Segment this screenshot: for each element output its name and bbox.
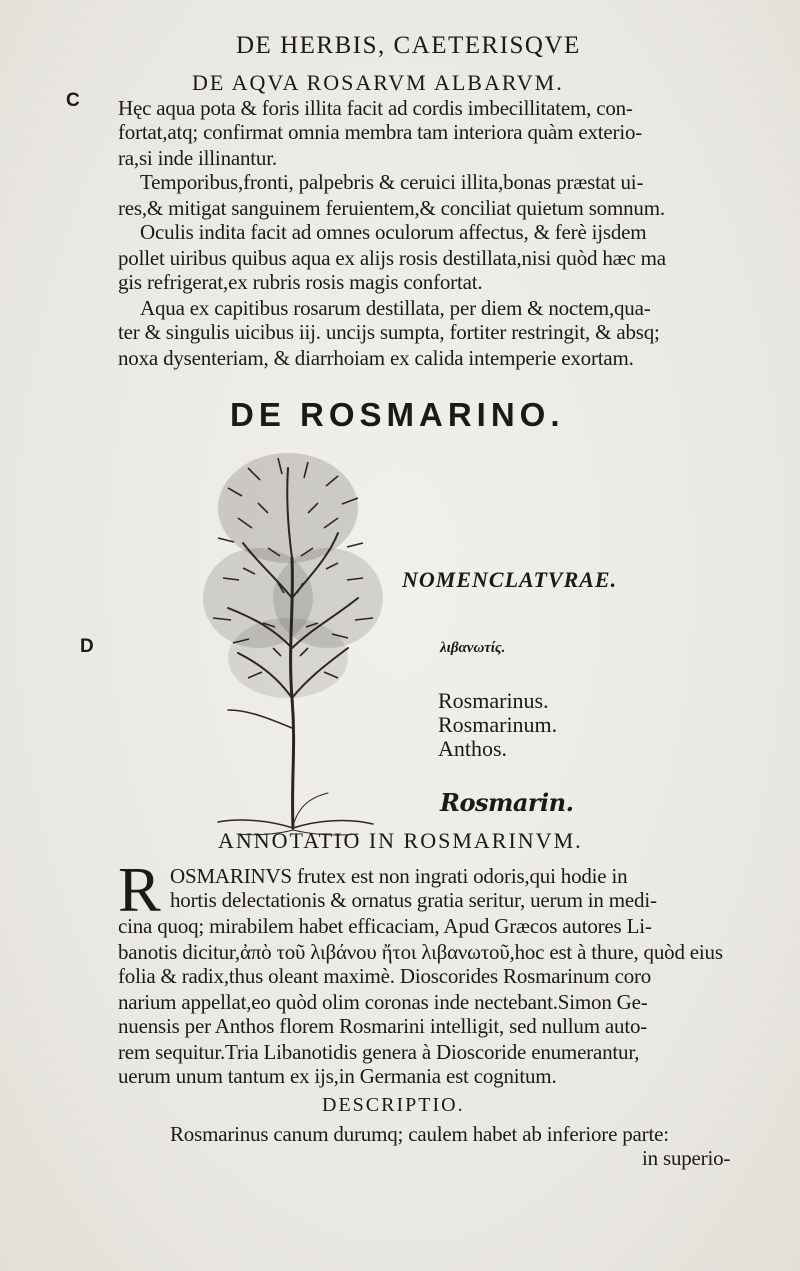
catchword: in superio- bbox=[642, 1146, 731, 1170]
latin-name: Anthos. bbox=[438, 736, 508, 761]
paragraph-line: Temporibus,fronti, palpebris & ceruici illita,bonas præstat ui- bbox=[140, 170, 644, 194]
annotation-line: hortis delectationis & ornatus gratia seritur, uerum in medi- bbox=[170, 888, 657, 912]
annotation-line: OSMARINVS frutex est non ingrati odoris,qui hodie in bbox=[170, 864, 628, 888]
paragraph-line: gis refrigerat,ex rubris rosis magis confortat. bbox=[118, 270, 483, 294]
latin-name: Rosmarinus. bbox=[438, 688, 549, 713]
annotation-line: nuensis per Anthos florem Rosmarini intelligit, sed nullum auto- bbox=[118, 1014, 648, 1038]
latin-name: Rosmarinum. bbox=[438, 712, 558, 737]
drop-cap: R bbox=[118, 854, 161, 925]
annotation-line: folia & radix,thus oleant maximè. Dioscorides Rosmarinum coro bbox=[118, 964, 652, 988]
paragraph-line: ra,si inde illinantur. bbox=[118, 146, 277, 170]
paragraph-line: fortat,atq; confirmat omnia membra tam interiora quàm exterio- bbox=[118, 120, 643, 144]
nomenclature-heading: NOMENCLATVRAE. bbox=[402, 567, 618, 592]
description-heading: DESCRIPTIO. bbox=[322, 1094, 465, 1116]
annotation-line: uerum unum tantum ex ijs,in Germania est cognitum. bbox=[118, 1064, 557, 1088]
paragraph-line: Aqua ex capitibus rosarum destillata, per diem & noctem,qua- bbox=[140, 296, 651, 320]
annotation-line: banotis dicitur,ἀπὸ τοῦ λιβάνου ἤτοι λιβανωτοῦ,hoc est à thure, quòd eius bbox=[118, 940, 723, 964]
paragraph-line: Oculis indita facit ad omnes oculorum affectus, & ferè ijsdem bbox=[140, 220, 647, 244]
annotation-line: narium appellat,eo quòd olim coronas inde nectebant.Simon Ge- bbox=[118, 990, 648, 1014]
greek-name: λιβανωτίς. bbox=[440, 640, 506, 656]
annotation-line: cina quoq; mirabilem habet efficaciam, Apud Græcos autores Li- bbox=[118, 914, 652, 938]
margin-letter-c: C bbox=[66, 90, 80, 111]
section-title-aqua-rosarum: DE AQVA ROSARVM ALBARVM. bbox=[192, 70, 564, 95]
annotation-heading: ANNOTATIO IN ROSMARINVM. bbox=[218, 828, 583, 853]
description-line: Rosmarinus canum durumq; caulem habet ab inferiore parte: bbox=[170, 1122, 669, 1146]
paragraph-line: Hęc aqua pota & foris illita facit ad cordis imbecillitatem, con- bbox=[118, 96, 633, 120]
paragraph-line: noxa dysenteriam, & diarrhoiam ex calida intemperie exortam. bbox=[118, 346, 634, 370]
german-name: Rosmarin. bbox=[440, 788, 574, 817]
running-head: DE HERBIS, CAETERISQVE bbox=[236, 32, 581, 59]
annotation-line: rem sequitur.Tria Libanotidis genera à Dioscoride enumerantur, bbox=[118, 1040, 640, 1064]
rosemary-woodcut-illustration bbox=[188, 448, 398, 838]
margin-letter-d: D bbox=[80, 636, 94, 657]
paragraph-line: res,& mitigat sanguinem feruientem,& conciliat quietum somnum. bbox=[118, 196, 665, 220]
paragraph-line: ter & singulis uicibus iij. uncijs sumpta, fortiter restringit, & absq; bbox=[118, 320, 660, 344]
section-title-rosmarino: DE ROSMARINO. bbox=[230, 396, 565, 433]
paragraph-line: pollet uiribus quibus aqua ex alijs rosis destillata,nisi quòd hæc ma bbox=[118, 246, 666, 270]
